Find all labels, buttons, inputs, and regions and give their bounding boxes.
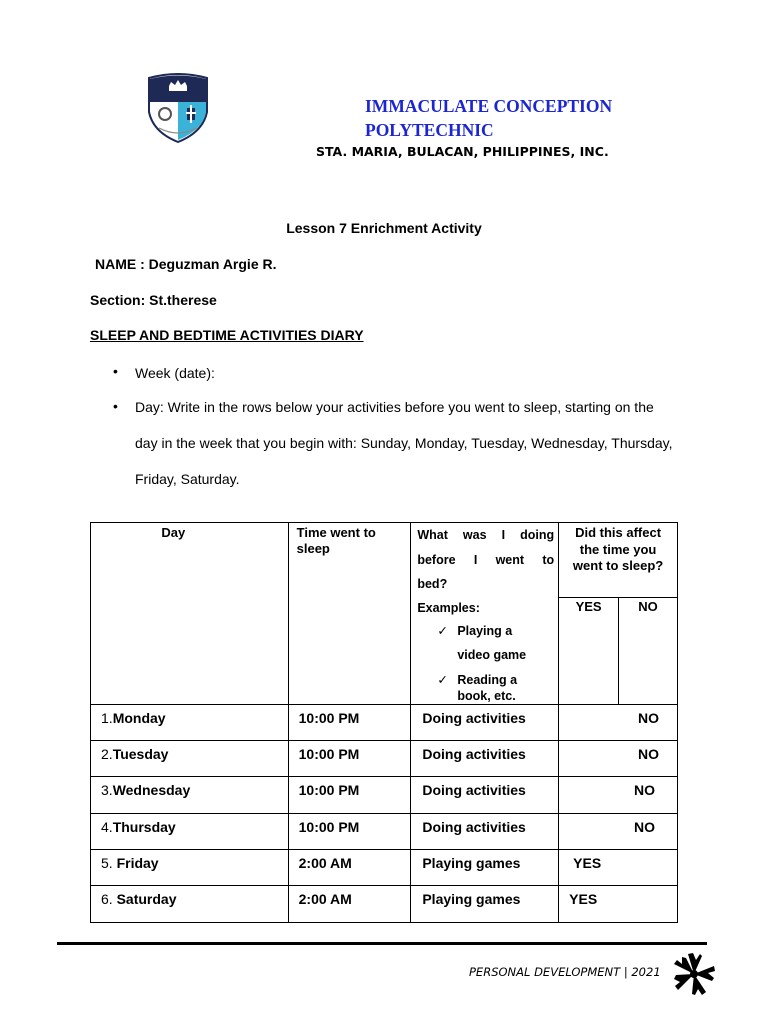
cell-affect [559, 886, 678, 922]
header-time: Time went to sleep [288, 523, 411, 705]
header-day: Day [91, 523, 289, 705]
cell-affect [559, 850, 678, 886]
school-address: STA. MARIA, BULACAN, PHILIPPINES, INC. [316, 144, 609, 159]
table-row [91, 704, 678, 740]
answer-no: NO [638, 709, 659, 726]
school-name-line2: POLYTECHNIC [365, 120, 494, 140]
example-item [417, 668, 554, 704]
table-row [91, 740, 678, 776]
header-affect: Did this affect the time you went to sleep? [559, 523, 678, 598]
row-number: 4. [101, 818, 113, 835]
cell-activity: Doing activities [411, 813, 559, 849]
header-activity-line3: bed? [417, 577, 448, 591]
sleep-diary-table [90, 522, 678, 923]
table-header-row [91, 523, 678, 598]
cell-day [91, 886, 289, 922]
school-name [365, 94, 612, 142]
day-name: Wednesday [112, 782, 191, 799]
checkmark-icon: ✓ [437, 623, 448, 638]
day-name: Monday [112, 709, 166, 726]
cell-activity: Doing activities [411, 777, 559, 813]
row-number: 3. [101, 782, 113, 799]
example2-line1: Reading a [457, 672, 518, 687]
table-row [91, 850, 678, 886]
cell-affect [559, 740, 678, 776]
answer-no: NO [638, 745, 659, 762]
answer-yes: YES [573, 855, 602, 872]
header-activity [411, 523, 559, 705]
cell-time: 10:00 PM [288, 704, 411, 740]
header-activity-line2: before I went to [417, 552, 555, 567]
school-name-line1: IMMACULATE CONCEPTION [365, 96, 613, 116]
lesson-title: Lesson 7 Enrichment Activity [286, 220, 482, 236]
cell-affect [559, 777, 678, 813]
cell-activity: Playing games [411, 886, 559, 922]
cell-day [91, 850, 289, 886]
cell-time: 10:00 PM [288, 740, 411, 776]
day-name: Tuesday [112, 745, 169, 762]
bullet-day-instructions: Day: Write in the rows below your activities before you went to sleep, starting on the day in the week that you begin with: Sunday, Monday, Tuesday, Wednesday, Thursday, Friday, Saturday. [135, 399, 673, 487]
bullet-symbol: • [113, 363, 118, 379]
cell-activity: Playing games [411, 850, 559, 886]
day-name: Saturday [116, 891, 177, 908]
row-number: 5. [101, 855, 117, 872]
cell-day [91, 777, 289, 813]
cell-time: 2:00 AM [288, 850, 411, 886]
cell-day [91, 704, 289, 740]
example-item [417, 619, 554, 668]
checkmark-icon: ✓ [437, 672, 448, 687]
row-number: 2. [101, 745, 113, 762]
footer-divider [57, 942, 707, 945]
table-row [91, 813, 678, 849]
header-activity-line1: What was I doing [417, 528, 555, 542]
footer-text: PERSONAL DEVELOPMENT | 2021 [469, 965, 661, 979]
row-number: 6. [101, 891, 117, 908]
answer-no: NO [634, 782, 655, 799]
cell-day [91, 740, 289, 776]
example1-line2: video game [457, 648, 527, 662]
example2-line2: book, etc. [457, 688, 516, 703]
bullet-symbol: • [113, 398, 118, 414]
row-number: 1. [101, 709, 113, 726]
bullet-week: Week (date): [135, 365, 215, 381]
diary-title: SLEEP AND BEDTIME ACTIVITIES DIARY [90, 327, 364, 343]
cell-time: 2:00 AM [288, 886, 411, 922]
cell-affect [559, 813, 678, 849]
hands-circle-logo [672, 952, 716, 996]
cell-activity: Doing activities [411, 704, 559, 740]
example1-line1: Playing a [457, 623, 513, 638]
answer-no: NO [634, 818, 655, 835]
student-name: NAME : Deguzman Argie R. [95, 256, 277, 272]
examples-label: Examples: [417, 600, 480, 615]
header-yes: YES [559, 598, 619, 704]
table-row [91, 886, 678, 922]
school-logo [145, 72, 211, 144]
cell-time: 10:00 PM [288, 813, 411, 849]
cell-time: 10:00 PM [288, 777, 411, 813]
student-section: Section: St.therese [90, 292, 217, 308]
cell-affect [559, 704, 678, 740]
day-name: Friday [116, 855, 159, 872]
table-row [91, 777, 678, 813]
cell-activity: Doing activities [411, 740, 559, 776]
cell-day [91, 813, 289, 849]
day-name: Thursday [112, 818, 176, 835]
header-no: NO [619, 598, 678, 704]
answer-yes: YES [569, 891, 598, 908]
